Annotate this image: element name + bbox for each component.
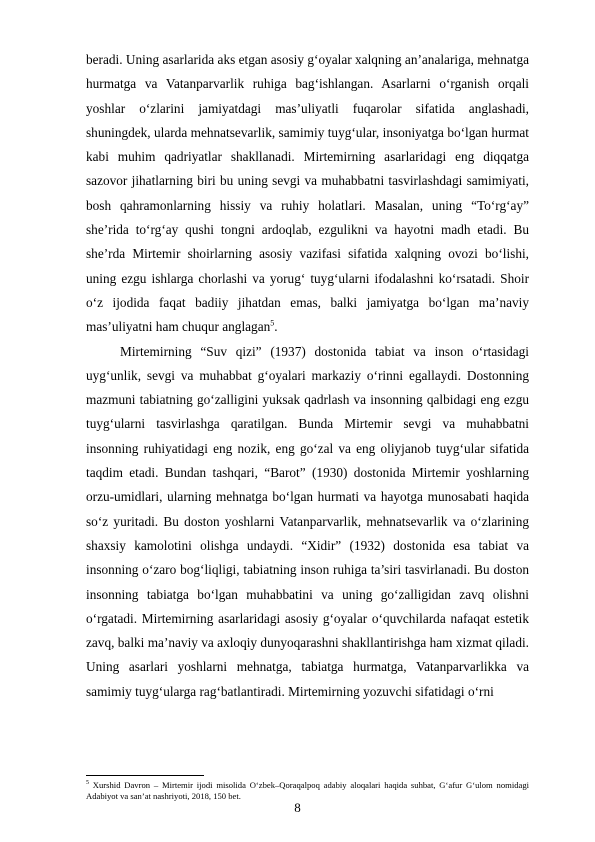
footnote-reference[interactable]: 5 [270,318,275,328]
body-text [86,48,529,704]
paragraph-2-text: Mirtemirning “Suv qizi” (1937) dostonida tabiat va inson o‘rtasidagi uyg‘unlik, sevgi va muhabbat g‘oyalari markaziy o‘rinni egallaydi. Dostonning mazmuni tabiatning go‘zalligini yuksak qadrlash va insonning qalbidagi eng ezgu tuyg‘ularni tasvirlashga qaratilgan. Bunda Mirtemir sevgi va muhabbatni insonning ruhiyatidagi eng nozik, eng go‘zal va eng oliyjanob tuyg‘ular sifatida taqdim etadi. Bundan tashqari, “Barot” (1930) dostonida Mirtemir yoshlarning orzu-umidlari, ularning mehnatga bo‘lgan hurmati va hayotga munosabati haqida so‘z yuritadi. Bu doston yoshlarni Vatanparvarlik, mehnatsevarlik va o‘zlarining shaxsiy kamolotini olishga undaydi. “Xidir” (1932) dostonida esa tabiat va insonning o‘zaro bog‘liqligi, tabiatning inson ruhiga ta’siri tasvirlanadi. Bu doston insonning tabiatga bo‘lgan muhabbatini va uning go‘zalligidan zavq olishni o‘rgatadi. Mirtemirning asarlaridagi asosiy g‘oyalar o‘quvchilarda nafaqat estetik zavq, balki ma’naviy va axloqiy dunyoqarashni shakllantirishga ham xizmat qiladi. Uning asarlari yoshlarni mehnatga, tabiatga hurmatga, Vatanparvarlikka va samimiy tuyg‘ularga rag‘batlantiradi. Mirtemirning yozuvchi sifatidagi o‘rni [86,343,529,699]
footnote-marker: 5 [86,780,89,787]
footnote-separator [86,775,204,776]
paragraph-2 [86,340,529,704]
page-number: 8 [294,800,301,815]
paragraph-1 [86,48,529,340]
footnote-text: Xurshid Davron – Mirtemir ijodi misolida O‘zbek–Qoraqalpoq adabiy aloqalari haqida suhbat, G‘afur G‘ulom nomidagi Adabiyot va san’at nashriyoti, 2018, 150 bet. [86,780,529,802]
paragraph-1-end: . [274,319,278,335]
paragraph-1-text: beradi. Uning asarlarida aks etgan asosiy g‘oyalar xalqning an’analariga, mehnatga hurmatga va Vatanparvarlik ruhiga bag‘ishlangan. Asarlarni o‘rganish orqali yoshlar o‘zlarini jamiyatdagi mas’uliyatli fuqarolar sifatida anglashadi, shuningdek, ularda mehnatsevarlik, samimiy tuyg‘ular, insoniyatga bo‘lgan hurmat kabi muhim qadriyatlar shakllanadi. Mirtemirning asarlaridagi eng diqqatga sazovor jihatlarning biri bu uning sevgi va muhabbatni tasvirlashdagi samimiyati, bosh qahramonlarning hissiy va ruhiy holatlari. Masalan, uning “To‘rg‘ay” she’rida to‘rg‘ay qushi tongni ardoqlab, ezgulikni va hayotni madh etadi. Bu she’rda Mirtemir shoirlarning asosiy vazifasi sifatida xalqning ovozi bo‘lishi, uning ezgu ishlarga chorlashi va yorug‘ tuyg‘ularni ifodalashni ko‘rsatadi. Shoir o‘z ijodida faqat badiiy jihatdan emas, balki jamiyatga bo‘lgan ma’naviy mas’uliyatni ham chuqur anglagan [86,52,529,335]
